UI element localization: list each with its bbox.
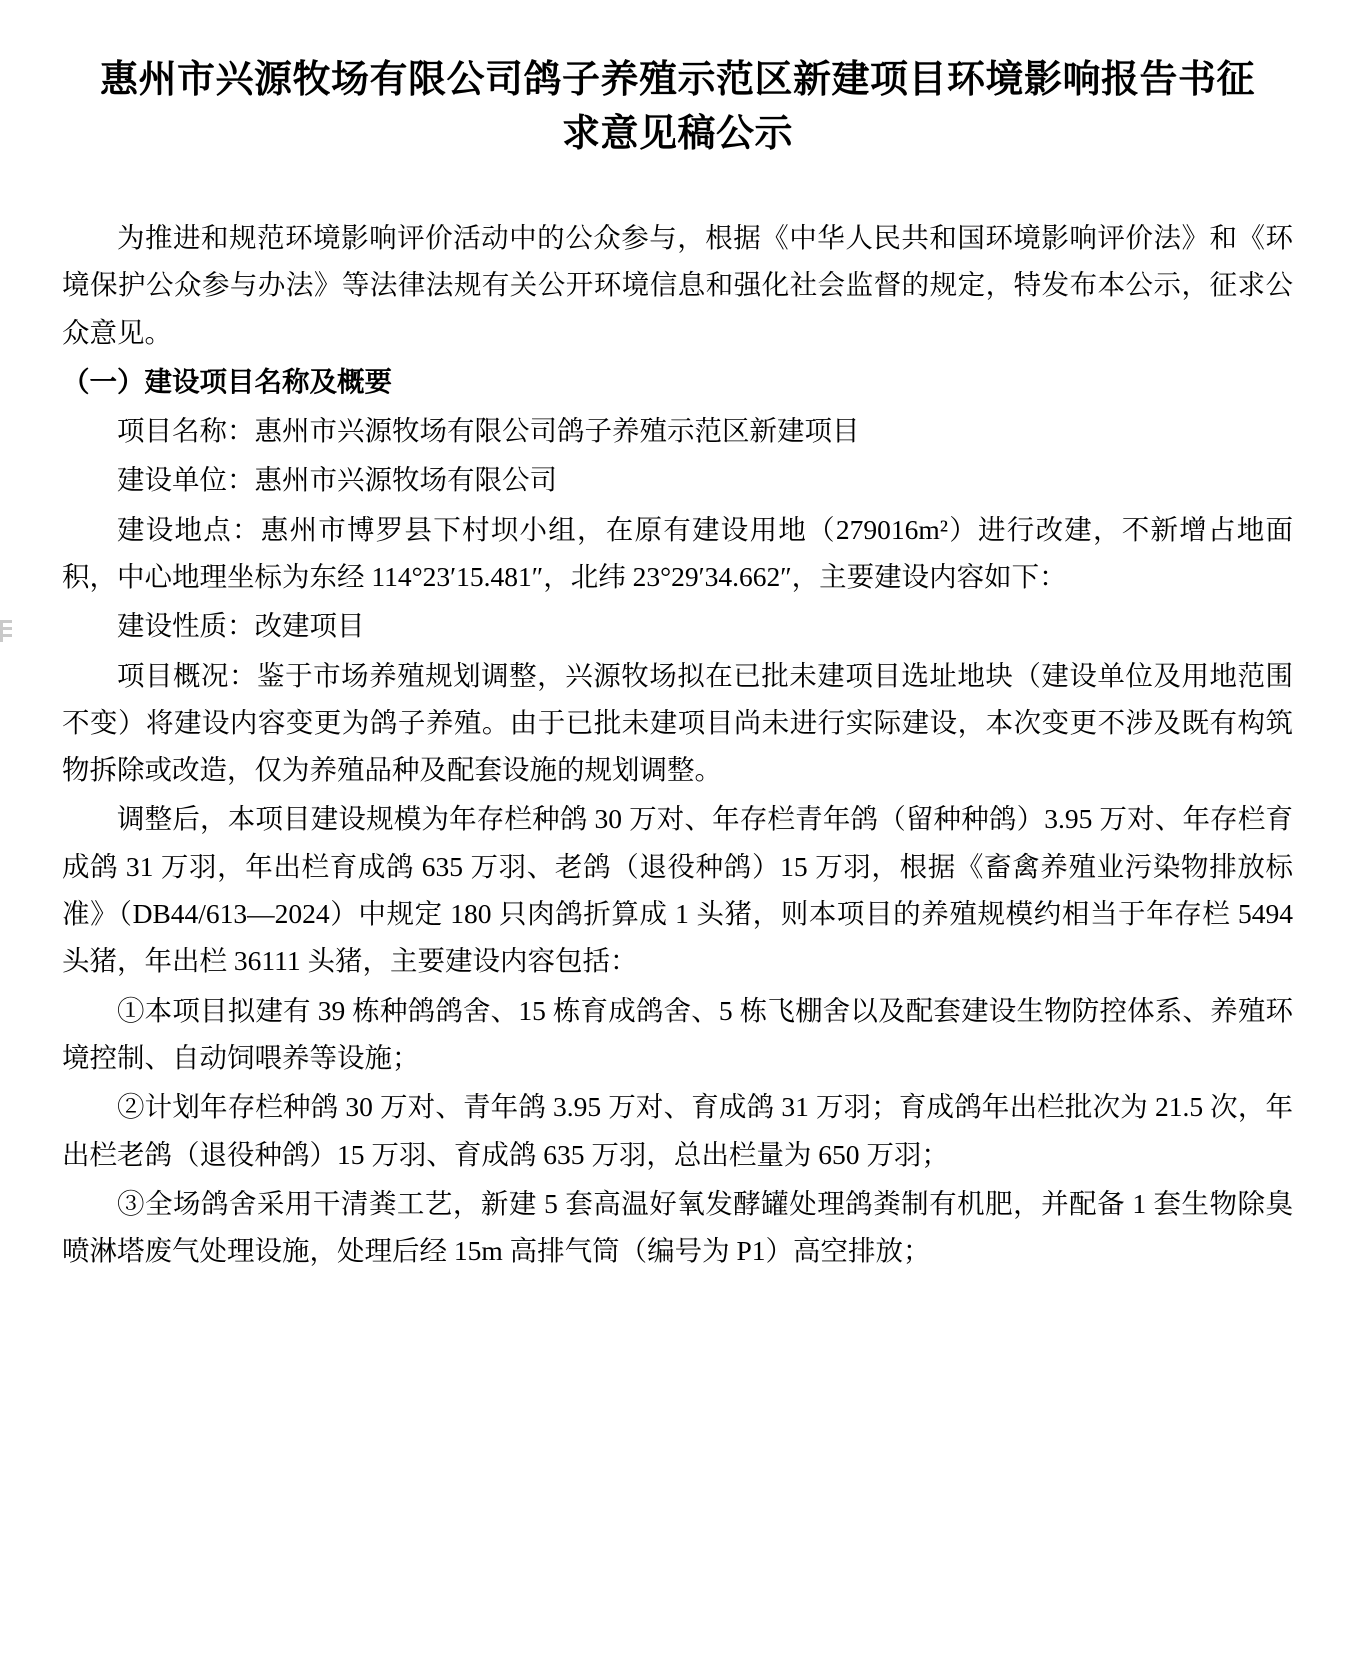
document-body	[62, 214, 1293, 1275]
project-scale-paragraph: 调整后，本项目建设规模为年存栏种鸽 30 万对、年存栏青年鸽（留种种鸽）3.95 万对、年存栏育成鸽 31 万羽，年出栏育成鸽 635 万羽、老鸽（退役种鸽）15 万羽，根据《畜禽养殖业污染物排放标准》（DB44/613—2024）中规定 180 只肉鸽折算成 1 头猪，则本项目的养殖规模约相当于年存栏 5494 头猪，年出栏 36111 头猪，主要建设内容包括：	[62, 803, 1293, 977]
section-heading-1: （一）建设项目名称及概要	[62, 365, 392, 397]
content-item-1-paragraph: ①本项目拟建有 39 栋种鸽鸽舍、15 栋育成鸽舍、5 栋飞棚舍以及配套建设生物防控体系、养殖环境控制、自动饲喂养等设施；	[62, 994, 1293, 1073]
project-name-paragraph: 项目名称：惠州市兴源牧场有限公司鸽子养殖示范区新建项目	[117, 415, 860, 447]
construction-unit-paragraph: 建设单位：惠州市兴源牧场有限公司	[117, 464, 557, 496]
construction-site-paragraph: 建设地点：惠州市博罗县下村坝小组，在原有建设用地（279016m²）进行改建，不新增占地面积，中心地理坐标为东经 114°23′15.481″，北纬 23°29′34.662″，主要建设内容如下：	[62, 513, 1293, 592]
page-edge-marker	[0, 620, 12, 642]
project-overview-paragraph: 项目概况：鉴于市场养殖规划调整，兴源牧场拟在已批未建项目选址地块（建设单位及用地范围不变）将建设内容变更为鸽子养殖。由于已批未建项目尚未进行实际建设，本次变更不涉及既有构筑物拆除或改造，仅为养殖品种及配套设施的规划调整。	[62, 659, 1293, 786]
content-item-2-paragraph: ②计划年存栏种鸽 30 万对、青年鸽 3.95 万对、育成鸽 31 万羽；育成鸽年出栏批次为 21.5 次，年出栏老鸽（退役种鸽）15 万羽、育成鸽 635 万羽，总出栏量为 650 万羽；	[62, 1091, 1293, 1170]
construction-nature-paragraph: 建设性质：改建项目	[117, 610, 365, 642]
content-item-3-paragraph: ③全场鸽舍采用干清粪工艺，新建 5 套高温好氧发酵罐处理鸽粪制有机肥，并配备 1 套生物除臭喷淋塔废气处理设施，处理后经 15m 高排气筒（编号为 P1）高空排放；	[62, 1187, 1293, 1267]
page-title: 惠州市兴源牧场有限公司鸽子养殖示范区新建项目环境影响报告书征求意见稿公示	[99, 59, 1255, 155]
intro-paragraph: 为推进和规范环境影响评价活动中的公众参与，根据《中华人民共和国环境影响评价法》和《环境保护公众参与办法》等法律法规有关公开环境信息和强化社会监督的规定，特发布本公示，征求公众意见。	[62, 221, 1293, 348]
